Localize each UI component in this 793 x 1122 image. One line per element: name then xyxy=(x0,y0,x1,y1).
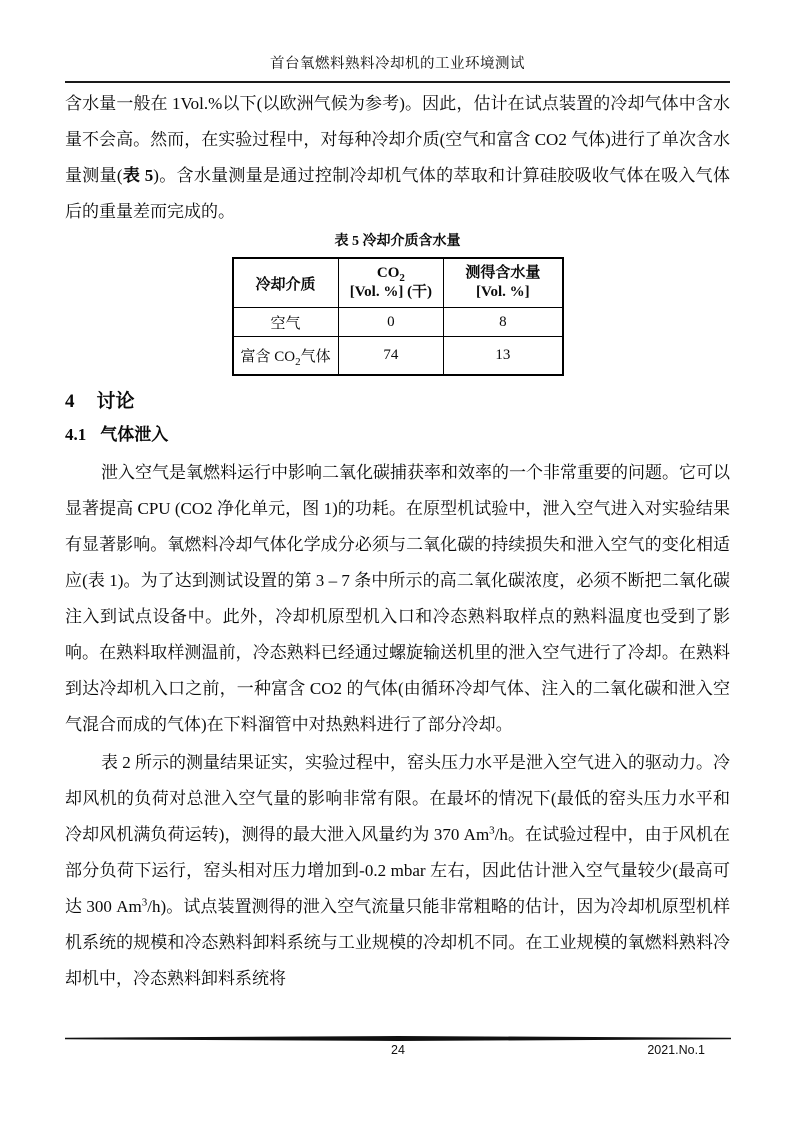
page-number: 24 xyxy=(391,1043,405,1057)
page-header xyxy=(65,0,730,83)
water-header-line1: 测得含水量 xyxy=(465,265,541,281)
table-header-row xyxy=(233,258,563,308)
subsection-number: 4.1 xyxy=(65,425,87,444)
section-number: 4 xyxy=(65,391,75,412)
co2-header-line1: $CO_2$ xyxy=(376,265,405,284)
table-row-co2-rich-gas xyxy=(233,337,563,376)
cell-medium-air: 空气 xyxy=(233,308,339,337)
footer-text-row xyxy=(65,1043,731,1059)
page-footer xyxy=(65,1036,731,1059)
cell-medium-co2-gas: 富含 $CO_2$气体 xyxy=(233,337,339,376)
subsection-title: 气体泄入 xyxy=(100,425,169,444)
table-caption: 表 5 冷却介质含水量 xyxy=(334,234,461,249)
water-header-line2: [Vol. %] xyxy=(476,284,530,300)
table-row-air xyxy=(233,308,563,337)
co2-header-line2: [Vol. %] (干) xyxy=(349,284,433,300)
journal-issue-label: 2021.No.1 xyxy=(647,1043,705,1057)
cell-water-gas: 13 xyxy=(444,337,563,376)
subsection-heading-gas-leakage xyxy=(65,423,730,447)
paragraph-leakage-air: 泄入空气是氧燃料运行中影响二氧化碳捕获率和效率的一个非常重要的问题。它可以显著提高 CPU (CO2 净化单元，图 1)的功耗。在原型机试验中，泄入空气进入对实验结果有显著影响。氧燃料冷却气体化学成分必须与二氧化碳的持续损失和泄入空气的变化相适应(表 1)。为了达到测试设置的第 3 – 7 条中所示的高二氧化碳浓度，必须不断把二氧化碳注入到试点设备中。此外，冷却机原型机入口和冷态熟料取样点的熟料温度也受到了影响。在熟料取样测温前，冷态熟料已经通过螺旋输送机里的泄入空气进行了冷却。在熟料到达冷却机入口之前，一种富含 CO2 的气体(由循环冷却气体、注入的二氧化碳和泄入空气混合而成的气体)在下料溜管中对热熟料进行了部分冷却。 xyxy=(65,463,730,734)
section-title: 讨论 xyxy=(96,391,135,412)
col-header-co2 xyxy=(338,258,444,308)
cell-co2-gas: 74 xyxy=(338,337,444,376)
cell-co2-air: 0 xyxy=(338,308,444,337)
section-heading-discussion xyxy=(65,388,730,415)
cell-water-air: 8 xyxy=(444,308,563,337)
header-rule xyxy=(65,81,730,83)
paragraph-measurement-results: 表 2 所示的测量结果证实，实验过程中，窑头压力水平是泄入空气进入的驱动力。冷却风机的负荷对总泄入空气量的影响非常有限。在最坏的情况下(最低的窑头压力水平和冷却风机满负荷运转)，测得的最大泄入风量约为 370 Am$^3$/h。在试验过程中，由于风机在部分负荷下运行，窑头相对压力增加到-0.2 mbar 左右，因此估计泄入空气量较少(最高可达 300 Am$^3$/h)。试点装置测得的泄入空气流量只能非常粗略的估计，因为冷却机原型机样机系统的规模和冷态熟料卸料系统与工业规模的冷却机不同。在工业规模的氧燃料熟料冷却机中，冷态熟料卸料系统将 xyxy=(65,753,730,988)
running-head-title: 首台氧燃料熟料冷却机的工业环境测试 xyxy=(270,56,525,72)
col-header-measured-water xyxy=(444,258,563,308)
footer-tapered-rule xyxy=(65,1036,731,1041)
col-header-cooling-medium: 冷却介质 xyxy=(233,258,339,308)
paragraph-water-content: 含水量一般在 1Vol.%以下(以欧洲气候为参考)。因此，估计在试点装置的冷却气体中含水量不会高。然而，在实验过程中，对每种冷却介质(空气和富含 CO2 气体)进行了单次含水量测量(表 5)。含水量测量是通过控制冷却机气体的萃取和计算硅胶吸收气体在吸入气体后的重量差而完成的。 xyxy=(65,94,730,221)
cooling-media-water-table xyxy=(232,257,564,376)
